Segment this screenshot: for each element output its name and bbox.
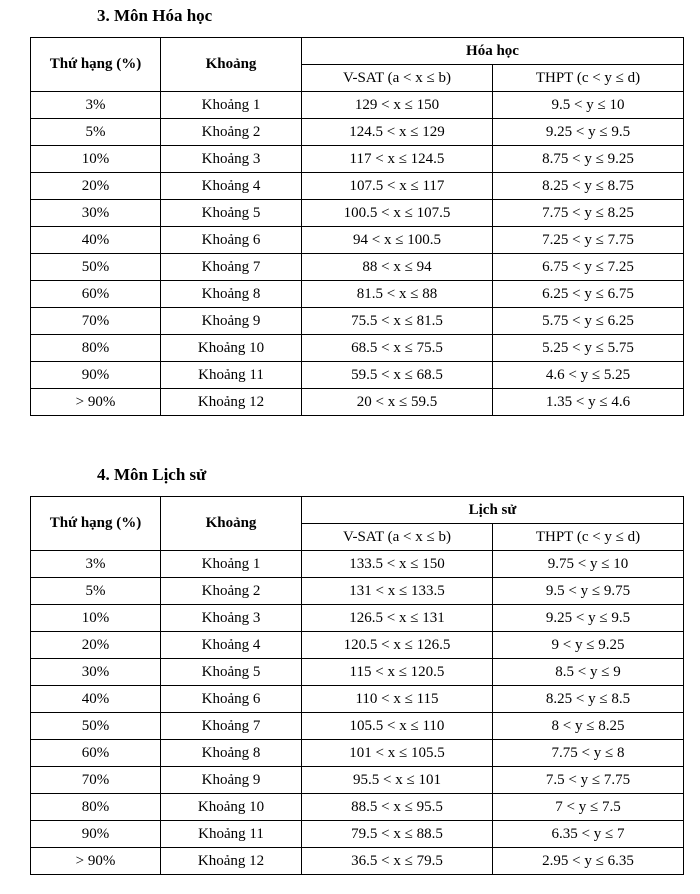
cell-rank: > 90% <box>31 389 161 416</box>
cell-rank: 20% <box>31 173 161 200</box>
cell-rank: 3% <box>31 551 161 578</box>
cell-rank: 70% <box>31 767 161 794</box>
cell-range: Khoảng 8 <box>161 281 302 308</box>
cell-vsat: 75.5 < x ≤ 81.5 <box>302 308 493 335</box>
header-thpt: THPT (c < y ≤ d) <box>493 65 684 92</box>
cell-range: Khoảng 11 <box>161 362 302 389</box>
cell-range: Khoảng 7 <box>161 254 302 281</box>
table-row <box>31 632 684 659</box>
table-row <box>31 254 684 281</box>
cell-range: Khoảng 1 <box>161 92 302 119</box>
cell-thpt: 4.6 < y ≤ 5.25 <box>493 362 684 389</box>
table-row <box>31 578 684 605</box>
cell-vsat: 107.5 < x ≤ 117 <box>302 173 493 200</box>
table-body-history <box>31 551 684 875</box>
cell-thpt: 7 < y ≤ 7.5 <box>493 794 684 821</box>
cell-thpt: 9 < y ≤ 9.25 <box>493 632 684 659</box>
cell-vsat: 94 < x ≤ 100.5 <box>302 227 493 254</box>
cell-thpt: 7.75 < y ≤ 8 <box>493 740 684 767</box>
cell-rank: 40% <box>31 227 161 254</box>
table-row <box>31 551 684 578</box>
table-row <box>31 848 684 875</box>
cell-range: Khoảng 9 <box>161 308 302 335</box>
cell-vsat: 79.5 < x ≤ 88.5 <box>302 821 493 848</box>
cell-vsat: 131 < x ≤ 133.5 <box>302 578 493 605</box>
header-vsat: V-SAT (a < x ≤ b) <box>302 524 493 551</box>
cell-rank: 20% <box>31 632 161 659</box>
cell-thpt: 5.25 < y ≤ 5.75 <box>493 335 684 362</box>
header-rank: Thứ hạng (%) <box>31 38 161 92</box>
table-row <box>31 713 684 740</box>
table-row <box>31 740 684 767</box>
table-row <box>31 389 684 416</box>
cell-rank: 60% <box>31 740 161 767</box>
cell-thpt: 8.5 < y ≤ 9 <box>493 659 684 686</box>
cell-vsat: 117 < x ≤ 124.5 <box>302 146 493 173</box>
cell-vsat: 68.5 < x ≤ 75.5 <box>302 335 493 362</box>
cell-thpt: 1.35 < y ≤ 4.6 <box>493 389 684 416</box>
section-title-history: 4. Môn Lịch sử <box>97 465 207 484</box>
table-row <box>31 200 684 227</box>
cell-range: Khoảng 6 <box>161 227 302 254</box>
header-subject: Lịch sử <box>302 497 684 524</box>
cell-thpt: 2.95 < y ≤ 6.35 <box>493 848 684 875</box>
cell-rank: 90% <box>31 821 161 848</box>
cell-vsat: 88.5 < x ≤ 95.5 <box>302 794 493 821</box>
cell-range: Khoảng 4 <box>161 173 302 200</box>
cell-range: Khoảng 2 <box>161 578 302 605</box>
cell-rank: 30% <box>31 659 161 686</box>
cell-rank: 70% <box>31 308 161 335</box>
section-title-chemistry: 3. Môn Hóa học <box>97 6 213 25</box>
cell-vsat: 105.5 < x ≤ 110 <box>302 713 493 740</box>
cell-range: Khoảng 10 <box>161 794 302 821</box>
cell-rank: > 90% <box>31 848 161 875</box>
cell-rank: 10% <box>31 605 161 632</box>
cell-thpt: 8.75 < y ≤ 9.25 <box>493 146 684 173</box>
table-body-chemistry <box>31 92 684 416</box>
cell-vsat: 81.5 < x ≤ 88 <box>302 281 493 308</box>
cell-thpt: 8.25 < y ≤ 8.5 <box>493 686 684 713</box>
cell-rank: 3% <box>31 92 161 119</box>
cell-vsat: 120.5 < x ≤ 126.5 <box>302 632 493 659</box>
cell-range: Khoảng 5 <box>161 659 302 686</box>
cell-vsat: 115 < x ≤ 120.5 <box>302 659 493 686</box>
cell-range: Khoảng 9 <box>161 767 302 794</box>
cell-rank: 50% <box>31 713 161 740</box>
header-vsat: V-SAT (a < x ≤ b) <box>302 65 493 92</box>
cell-range: Khoảng 8 <box>161 740 302 767</box>
cell-vsat: 59.5 < x ≤ 68.5 <box>302 362 493 389</box>
cell-rank: 40% <box>31 686 161 713</box>
cell-thpt: 5.75 < y ≤ 6.25 <box>493 308 684 335</box>
cell-range: Khoảng 5 <box>161 200 302 227</box>
cell-thpt: 7.5 < y ≤ 7.75 <box>493 767 684 794</box>
table-row <box>31 794 684 821</box>
header-subject: Hóa học <box>302 38 684 65</box>
cell-vsat: 124.5 < x ≤ 129 <box>302 119 493 146</box>
table-row <box>31 173 684 200</box>
table-row <box>31 281 684 308</box>
cell-rank: 5% <box>31 119 161 146</box>
cell-rank: 10% <box>31 146 161 173</box>
cell-range: Khoảng 12 <box>161 848 302 875</box>
cell-range: Khoảng 4 <box>161 632 302 659</box>
cell-range: Khoảng 10 <box>161 335 302 362</box>
cell-vsat: 110 < x ≤ 115 <box>302 686 493 713</box>
cell-thpt: 7.25 < y ≤ 7.75 <box>493 227 684 254</box>
table-row <box>31 335 684 362</box>
score-table-chemistry <box>30 37 684 416</box>
cell-thpt: 9.75 < y ≤ 10 <box>493 551 684 578</box>
cell-thpt: 8.25 < y ≤ 8.75 <box>493 173 684 200</box>
table-row <box>31 119 684 146</box>
cell-range: Khoảng 3 <box>161 605 302 632</box>
table-row <box>31 686 684 713</box>
table-row <box>31 308 684 335</box>
header-range: Khoảng <box>161 38 302 92</box>
header-rank: Thứ hạng (%) <box>31 497 161 551</box>
cell-rank: 50% <box>31 254 161 281</box>
cell-vsat: 88 < x ≤ 94 <box>302 254 493 281</box>
cell-thpt: 7.75 < y ≤ 8.25 <box>493 200 684 227</box>
cell-range: Khoảng 6 <box>161 686 302 713</box>
cell-rank: 30% <box>31 200 161 227</box>
cell-thpt: 6.35 < y ≤ 7 <box>493 821 684 848</box>
header-thpt: THPT (c < y ≤ d) <box>493 524 684 551</box>
cell-rank: 80% <box>31 794 161 821</box>
cell-thpt: 6.75 < y ≤ 7.25 <box>493 254 684 281</box>
cell-thpt: 9.25 < y ≤ 9.5 <box>493 119 684 146</box>
table-row <box>31 146 684 173</box>
cell-thpt: 8 < y ≤ 8.25 <box>493 713 684 740</box>
cell-vsat: 20 < x ≤ 59.5 <box>302 389 493 416</box>
cell-range: Khoảng 2 <box>161 119 302 146</box>
table-row <box>31 227 684 254</box>
table-row <box>31 821 684 848</box>
table-row <box>31 92 684 119</box>
cell-rank: 90% <box>31 362 161 389</box>
cell-rank: 5% <box>31 578 161 605</box>
cell-vsat: 126.5 < x ≤ 131 <box>302 605 493 632</box>
cell-vsat: 129 < x ≤ 150 <box>302 92 493 119</box>
cell-thpt: 9.25 < y ≤ 9.5 <box>493 605 684 632</box>
cell-range: Khoảng 12 <box>161 389 302 416</box>
cell-vsat: 95.5 < x ≤ 101 <box>302 767 493 794</box>
cell-rank: 80% <box>31 335 161 362</box>
header-range: Khoảng <box>161 497 302 551</box>
score-table-history <box>30 496 684 875</box>
cell-thpt: 9.5 < y ≤ 10 <box>493 92 684 119</box>
cell-vsat: 101 < x ≤ 105.5 <box>302 740 493 767</box>
cell-range: Khoảng 3 <box>161 146 302 173</box>
table-row <box>31 362 684 389</box>
cell-range: Khoảng 7 <box>161 713 302 740</box>
cell-thpt: 9.5 < y ≤ 9.75 <box>493 578 684 605</box>
table-row <box>31 767 684 794</box>
cell-rank: 60% <box>31 281 161 308</box>
cell-range: Khoảng 11 <box>161 821 302 848</box>
cell-range: Khoảng 1 <box>161 551 302 578</box>
cell-thpt: 6.25 < y ≤ 6.75 <box>493 281 684 308</box>
cell-vsat: 100.5 < x ≤ 107.5 <box>302 200 493 227</box>
table-row <box>31 605 684 632</box>
cell-vsat: 36.5 < x ≤ 79.5 <box>302 848 493 875</box>
table-row <box>31 659 684 686</box>
cell-vsat: 133.5 < x ≤ 150 <box>302 551 493 578</box>
